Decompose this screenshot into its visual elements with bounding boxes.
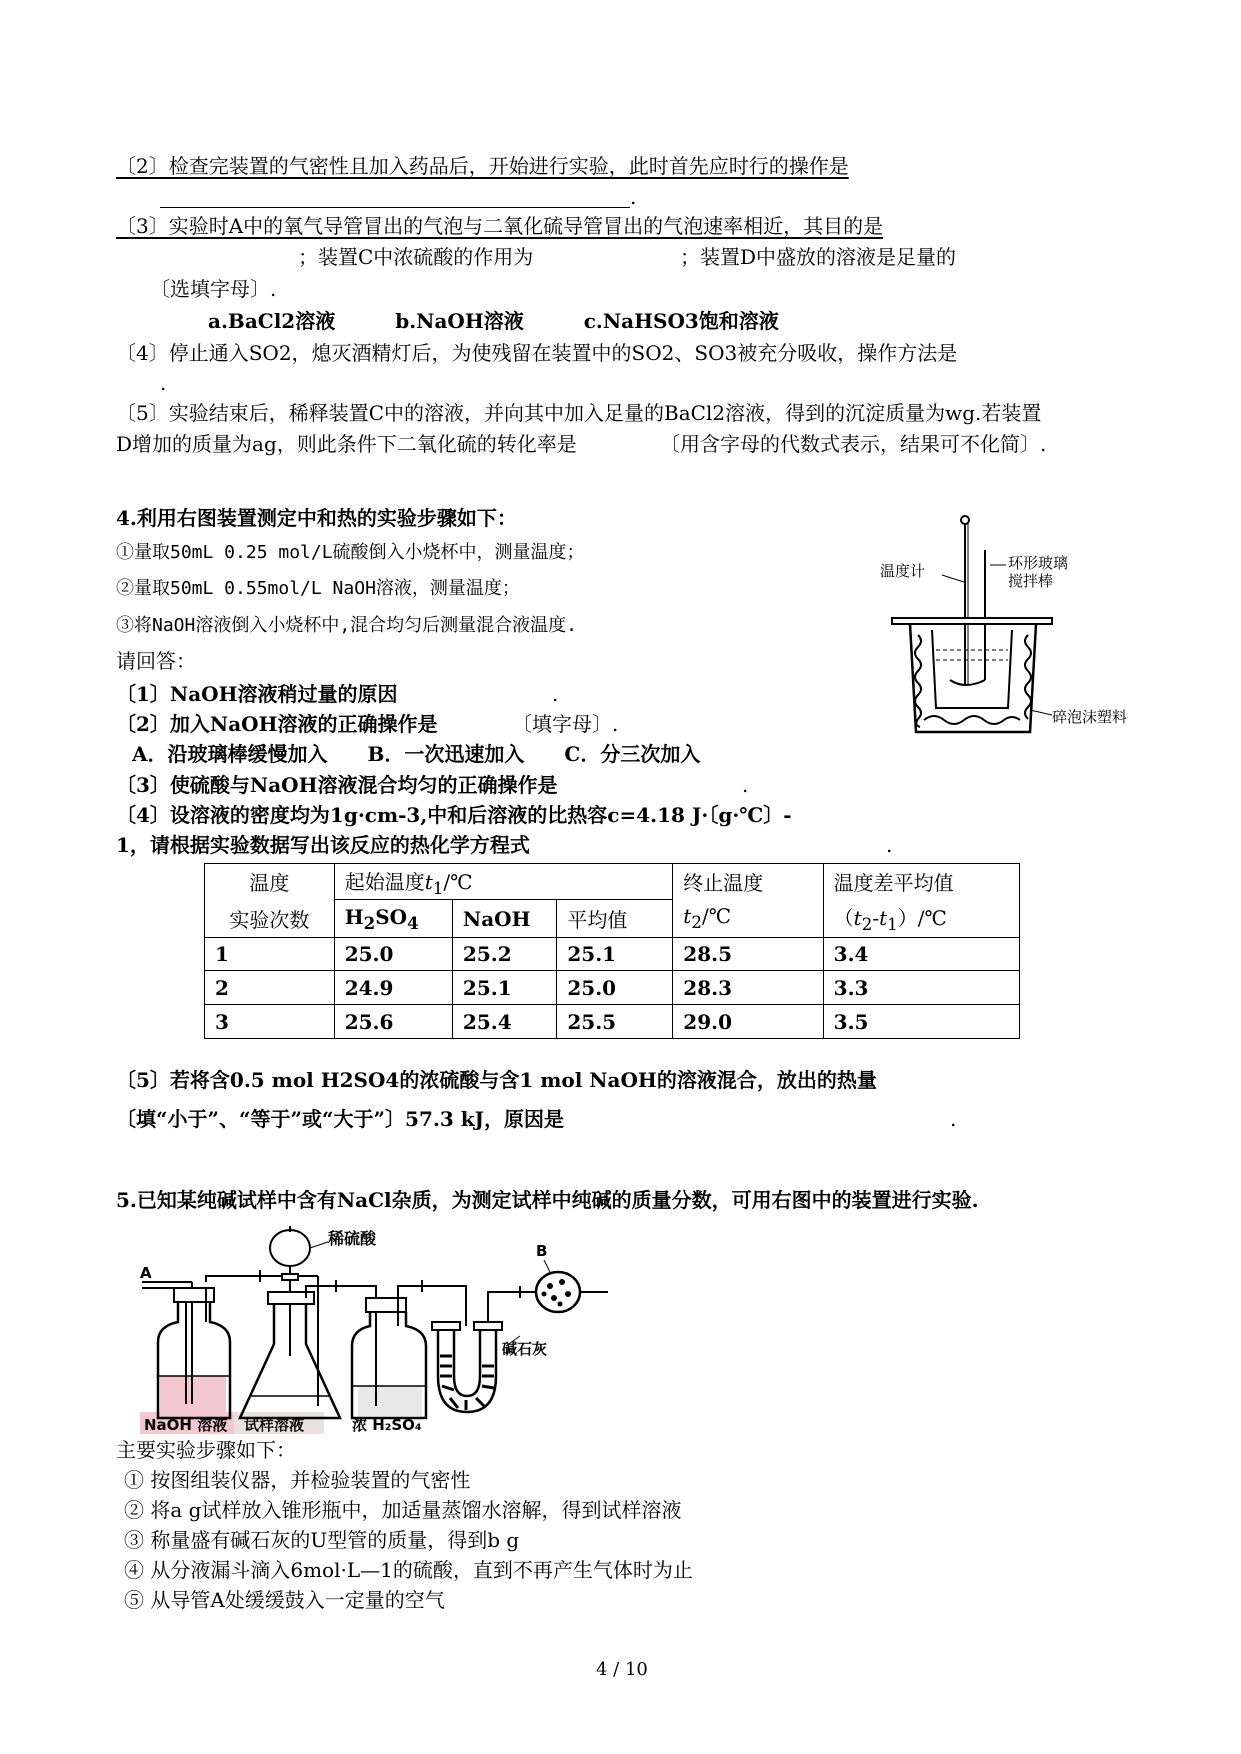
- q4-answer-3-end: .: [742, 773, 749, 797]
- q5-step-3: ③ 称量盛有碱石灰的U型管的质量，得到b g: [124, 1528, 520, 1552]
- table-header-end: 终止温度: [673, 864, 823, 900]
- q3-part5-line2b: 〔用含字母的代数式表示，结果可不化简〕.: [660, 432, 1047, 456]
- q4-title: 4.利用右图装置测定中和热的实验步骤如下：: [116, 506, 517, 530]
- q4-answer-4-line1: 〔4〕设溶液的密度均为1g·cm-3,中和后溶液的比热容c=4.18 J·〔g·℃〕-: [116, 803, 792, 827]
- table-row: [205, 938, 1020, 971]
- q4-answer-4-line2: 1，请根据实验数据写出该反应的热化学方程式: [116, 833, 530, 857]
- q5-step-1: ① 按图组装仪器，并检验装置的气密性: [124, 1468, 471, 1492]
- q4-step-2: ②量取50mL 0.55mol/L NaOH溶液，测量温度；: [116, 578, 520, 599]
- table-cell: 3.3: [823, 971, 1019, 1005]
- table-cell: 25.6: [334, 1005, 452, 1039]
- calorimeter-figure: [880, 510, 1130, 750]
- bottle1-label: NaOH 溶液: [144, 1416, 228, 1434]
- q3-part2-end: .: [630, 185, 637, 209]
- bottle3-label: 浓 H₂SO₄: [352, 1416, 422, 1434]
- table-row: [205, 1005, 1020, 1039]
- table-cell: 3.5: [823, 1005, 1019, 1039]
- table-cell: 28.5: [673, 938, 823, 971]
- q4-answer-2-b: 〔填字母〕.: [512, 712, 619, 736]
- neutralization-data-table: [204, 863, 1020, 1039]
- q4-answer-3: 〔3〕使硫酸与NaOH溶液混合均匀的正确操作是: [116, 773, 558, 797]
- q5-title: 5.已知某纯碱试样中含有NaCl杂质，为测定试样中纯碱的质量分数，可用右图中的装置进行实验.: [116, 1188, 979, 1212]
- table-header-diff-unit: $(t_2-t_1)/℃$: [823, 900, 1019, 938]
- table-cell: 25.4: [452, 1005, 556, 1039]
- foam-label: 碎泡沫塑料: [1052, 708, 1128, 726]
- q4-answer-4-end: .: [886, 833, 893, 857]
- table-header-end-unit: $t_2/℃$: [673, 900, 823, 938]
- q4-answer-5-line1: 〔5〕若将含0.5 mol H2SO4的浓硫酸与含1 mol NaOH的溶液混合，放出的热量: [116, 1068, 877, 1092]
- q5-step-5: ⑤ 从导管A处缓缓鼓入一定量的空气: [124, 1588, 445, 1612]
- table-cell: 29.0: [673, 1005, 823, 1039]
- table-header-temp: 温度: [205, 864, 335, 900]
- q5-steps-title: 主要实验步骤如下：: [116, 1438, 296, 1462]
- table-cell: 25.0: [557, 971, 673, 1005]
- table-cell: 25.2: [452, 938, 556, 971]
- q5-step-4: ④ 从分液漏斗滴入6mol·L—1的硫酸，直到不再产生气体时为止: [124, 1558, 693, 1582]
- q4-step-1: ①量取50mL 0.25 mol/L硫酸倒入小烧杯中，测量温度；: [116, 542, 585, 563]
- table-header-avg: 平均值: [557, 900, 673, 938]
- page-number: 4 / 10: [596, 1659, 648, 1680]
- q4-answer-2: 〔2〕加入NaOH溶液的正确操作是: [116, 712, 438, 736]
- q3-part5-line1: 〔5〕实验结束后，稀释装置C中的溶液，并向其中加入足量的BaCl2溶液，得到的沉淀质量为wg.若装置: [116, 401, 1042, 425]
- table-row: [205, 971, 1020, 1005]
- q5-step-2: ② 将a g试样放入锥形瓶中，加适量蒸馏水溶解，得到试样溶液: [124, 1498, 682, 1522]
- table-header-diff: 温度差平均值: [823, 864, 1019, 900]
- acid-label: 稀硫酸: [328, 1229, 377, 1248]
- q4-answer-5-end: .: [950, 1107, 957, 1131]
- soda-lime-label: 碱石灰: [502, 1340, 548, 1358]
- table-cell: 25.5: [557, 1005, 673, 1039]
- table-cell: 1: [205, 938, 335, 971]
- q3-part2-text: 〔2〕检查完装置的气密性且加入药品后，开始进行实验，此时首先应时行的操作是: [116, 154, 849, 178]
- q3-part3-options: a.BaCl2溶液 b.NaOH溶液 c.NaHSO3饱和溶液: [208, 309, 779, 333]
- stirrer-label-2: 搅拌棒: [1008, 572, 1054, 590]
- table-cell: 25.1: [452, 971, 556, 1005]
- table-cell: 24.9: [334, 971, 452, 1005]
- table-cell: 28.3: [673, 971, 823, 1005]
- q4-ask: 请回答：: [116, 649, 196, 673]
- table-cell: 3.4: [823, 938, 1019, 971]
- table-header-start: 起始温度$t_1/℃$: [334, 864, 673, 900]
- q3-part3-line2b: ；装置D中盛放的溶液是足量的: [680, 245, 957, 269]
- table-header-naoh: NaOH: [452, 900, 556, 938]
- q3-part4-text: 〔4〕停止通入SO2，熄灭酒精灯后，为使残留在装置中的SO2、SO3被充分吸收，操作方法是: [116, 341, 958, 365]
- q4-answer-1: 〔1〕NaOH溶液稍过量的原因: [116, 682, 398, 706]
- q3-part2-blank[interactable]: [160, 207, 630, 208]
- q4-answer-1-end: .: [552, 682, 559, 706]
- q3-part4-end: .: [160, 371, 167, 395]
- table-cell: 25.1: [557, 938, 673, 971]
- table-header-h2so4: $H_2SO_4$: [334, 900, 452, 938]
- q3-part3-line1: 〔3〕实验时A中的氧气导管冒出的气泡与二氧化硫导管冒出的气泡速率相近，其目的是: [116, 214, 884, 238]
- q4-step-3: ③将NaOH溶液倒入小烧杯中,混合均匀后测量混合液温度.: [116, 615, 578, 636]
- q3-part3-line3: 〔选填字母〕.: [150, 277, 277, 301]
- inlet-a-label: A: [140, 1264, 152, 1282]
- q3-part5-line2a: D增加的质量为ag，则此条件下二氧化硫的转化率是: [116, 432, 577, 456]
- apparatus-figure: [140, 1226, 700, 1436]
- table-cell: 25.0: [334, 938, 452, 971]
- table-cell: 2: [205, 971, 335, 1005]
- thermometer-label: 温度计: [880, 562, 926, 580]
- table-cell: 3: [205, 1005, 335, 1039]
- q4-answer-2-options: A．沿玻璃棒缓慢加入 B．一次迅速加入 C．分三次加入: [132, 742, 701, 766]
- stirrer-label-1: 环形玻璃: [1008, 554, 1069, 572]
- table-header-trials: 实验次数: [205, 900, 335, 938]
- q4-answer-5-line2: 〔填“小于”、“等于”或“大于”〕57.3 kJ，原因是: [116, 1107, 565, 1131]
- bottle2-label: 试样溶液: [244, 1416, 305, 1434]
- drying-tube-b-label: B: [536, 1242, 548, 1260]
- q3-part3-line2a: ；装置C中浓硫酸的作用为: [298, 245, 534, 269]
